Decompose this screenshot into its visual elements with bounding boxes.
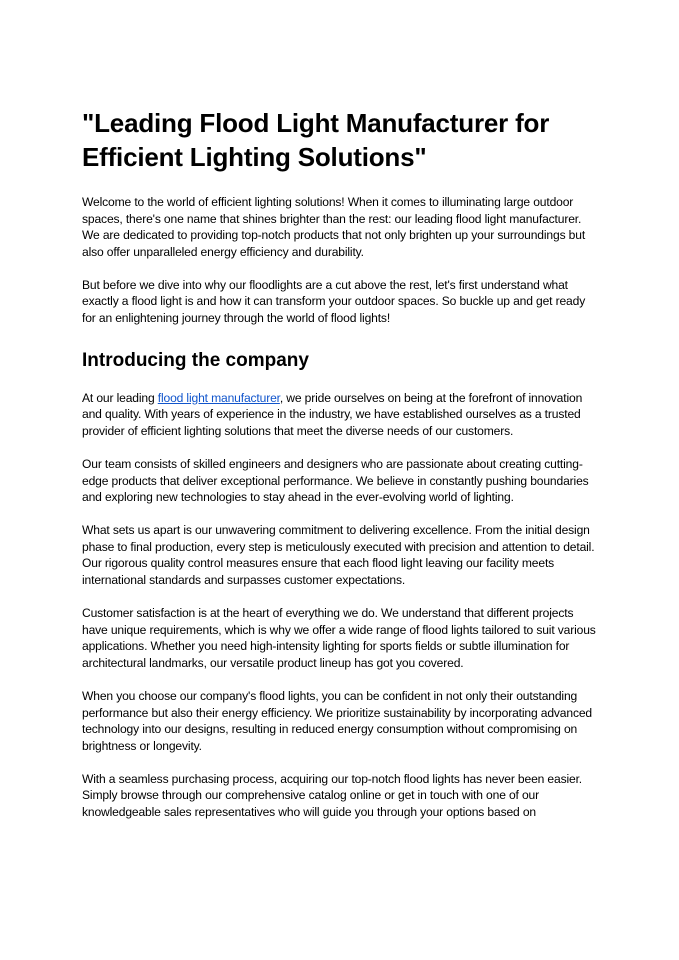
intro-paragraph-2: But before we dive into why our floodlights are a cut above the rest, let's first understand what exactly a flood light is and how it can transform your outdoor spaces. So buckle up and get ready for an enlightening journey through the world of flood lights!	[82, 277, 586, 326]
paragraph-text: At our leading	[82, 390, 158, 405]
section-paragraph-5: When you choose our company's flood lights, you can be confident in not only their outstanding performance but also their energy efficiency. We prioritize sustainability by incorporating advanced technology into our designs, resulting in reduced energy consumption without compromising on brightness or longevity.	[82, 688, 593, 753]
document-page	[82, 106, 597, 821]
flood-light-manufacturer-link[interactable]: flood light manufacturer	[157, 390, 280, 405]
section-paragraph-6: With a seamless purchasing process, acquiring our top-notch flood lights has never been easier. Simply browse through our comprehensive catalog online or get in touch with one of our knowledgeable sales representatives who will guide you through your options based on	[82, 771, 583, 820]
section-paragraph-3: What sets us apart is our unwavering commitment to delivering excellence. From the initial design phase to final production, every step is meticulously executed with precision and attention to detail. Our rigorous quality control measures ensure that each flood light leaving our facility meets international standards and surpasses customer expectations.	[82, 523, 595, 587]
paragraph-text: , we pride ourselves on being at the forefront of innovation and quality. With years of experience in the industry, we have established ourselves as a trusted provider of efficient lighting solutions that meet the diverse needs of our customers.	[82, 390, 583, 438]
section-paragraph-2: Our team consists of skilled engineers and designers who are passionate about creating cutting-edge products that deliver exceptional performance. We believe in constantly pushing boundaries and exploring new technologies to stay ahead in the ever-evolving world of lighting.	[82, 456, 589, 505]
section-heading: Introducing the company	[82, 349, 309, 371]
section-paragraph-4: Customer satisfaction is at the heart of everything we do. We understand that different projects have unique requirements, which is why we offer a wide range of flood lights tailored to suit various applications. Whether you need high-intensity lighting for sports fields or subtle illumination for architectural landmarks, our versatile product lineup has got you covered.	[82, 606, 596, 670]
page-title: "Leading Flood Light Manufacturer for Efficient Lighting Solutions"	[82, 108, 550, 172]
intro-paragraph-1: Welcome to the world of efficient lighting solutions! When it comes to illuminating large outdoor spaces, there's one name that shines brighter than the rest: our leading flood light manufacturer. We are dedicated to providing top-notch products that not only brighten up your surroundings but also offer unparalleled energy efficiency and durability.	[82, 195, 586, 259]
section-paragraph-1	[82, 390, 597, 440]
